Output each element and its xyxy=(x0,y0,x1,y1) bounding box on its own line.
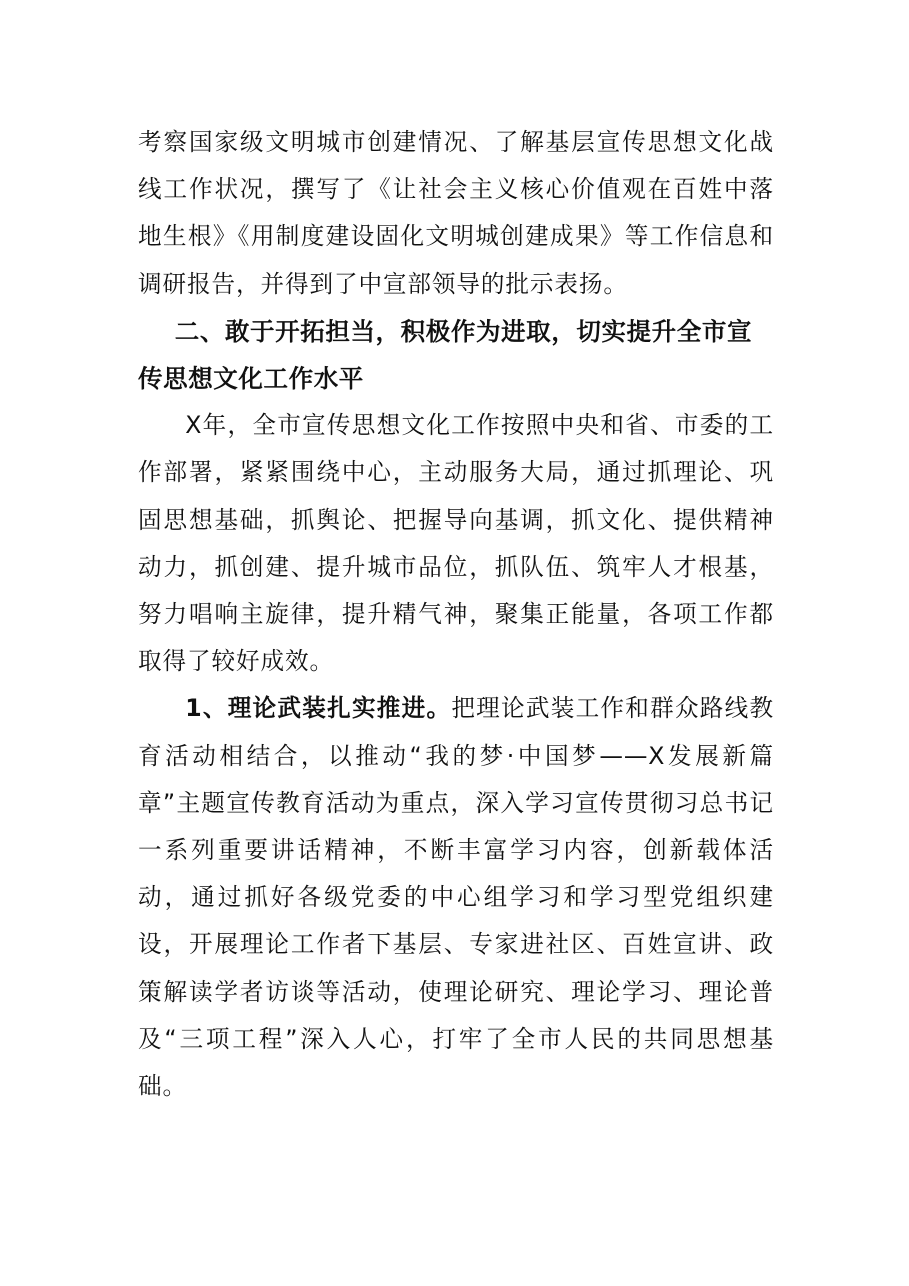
paragraph-work-report: 考察国家级文明城市创建情况、了解基层宣传思想文化战线工作状况，撰写了《让社会主义核心价值观在百姓中落地生根》《用制度建设固化文明城创建成果》等工作信息和调研报告，并得到了中宣部领导的批示表扬。 xyxy=(138,128,774,298)
paragraph-theory-study xyxy=(138,685,774,1110)
document-body xyxy=(138,119,774,1110)
subsection-lead: 1、理论武装扎实推进。 xyxy=(185,694,452,723)
section-heading-2: 二、敢于开拓担当，积极作为进取，切实提升全市宣传思想文化工作水平 xyxy=(138,316,753,394)
paragraph-annual-summary: X年，全市宣传思想文化工作按照中央和省、市委的工作部署，紧紧围绕中心，主动服务大局，通过抓理论、巩固思想基础，抓舆论、把握导向基调，抓文化、提供精神动力，抓创建、提升城市品位，抓队伍、筑牢人才根基，努力唱响主旋律，提升精气神，聚集正能量，各项工作都取得了较好成效。 xyxy=(138,411,774,676)
paragraph-theory-study-body: 把理论武装工作和群众路线教育活动相结合，以推动“我的梦·中国梦——X发展新篇章”主题宣传教育活动为重点，深入学习宣传贯彻习总书记一系列重要讲话精神，不断丰富学习内容，创新载体活动，通过抓好各级党委的中心组学习和学习型党组织建设，开展理论工作者下基层、专家进社区、百姓宣讲、政策解读学者访谈等活动，使理论研究、理论学习、理论普及“三项工程”深入人心，打牢了全市人民的共同思想基础。 xyxy=(138,694,774,1101)
